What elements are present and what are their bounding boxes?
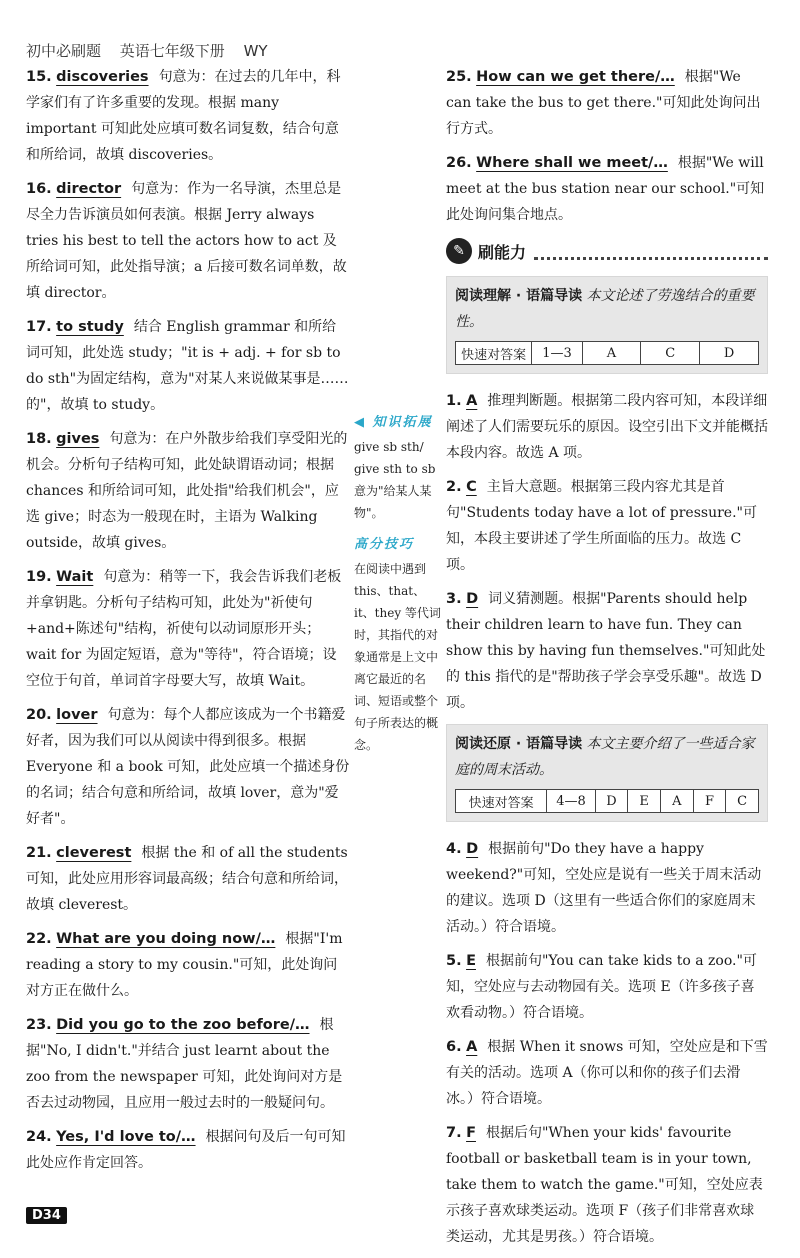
explanation-text: 根据"We can take the bus to get there."可知此处询问出行方式。 (446, 69, 761, 137)
explanation-text: 根据后句"When your kids' favourite football or basketball team is in your town, take them to watch the game."可知，空处应表示孩子喜欢球类运动。选项 F（孩子们非常喜欢球类运动，尤其是男孩。）符合语境。 (446, 1125, 763, 1245)
question-number: 4. (446, 841, 462, 857)
answer-entry (446, 150, 768, 228)
question-number: 15. (26, 69, 52, 85)
quick-answer-cell: A (582, 342, 641, 365)
question-number: 7. (446, 1125, 462, 1141)
question-number: 24. (26, 1129, 52, 1145)
answer-entry (446, 1120, 768, 1250)
section-intro: 本文论述了劳逸结合的重要性。 (455, 288, 755, 330)
explanation-text: 根据问句及后一句可知此处应作肯定回答。 (26, 1129, 346, 1171)
reading-answers (446, 388, 768, 716)
answer-key: F (466, 1125, 476, 1141)
question-number: 16. (26, 181, 52, 197)
section-intro: 本文主要介绍了一些适合家庭的周末活动。 (455, 736, 755, 778)
restore-section-box (446, 724, 768, 822)
section-heading-label: 阅读还原 · 语篇导读 (455, 736, 583, 752)
answer-key: What are you doing now/… (56, 931, 276, 947)
answer-entry (26, 702, 350, 832)
book-subtitle: 英语七年级下册 (119, 42, 225, 60)
explanation-text: 根据前句"You can take kids to a zoo."可知，空处应与去动物园有关。选项 E（许多孩子喜欢看动物。）符合语境。 (446, 953, 757, 1021)
answer-key: A (466, 1039, 478, 1055)
question-number: 5. (446, 953, 462, 969)
answer-key: director (56, 181, 122, 197)
quick-answer-cell: 4—8 (547, 790, 595, 813)
explanation-text: 句意为：在户外散步给我们享受阳光的机会。分析句子结构可知，此处缺谓语动词；根据 chances 和所给词可知，此处指"给我们机会"，应选 give；时态为一般现在时，主语为 Walking outside，故填 gives。 (26, 431, 348, 551)
answer-entry (446, 64, 768, 142)
edition-mark: WY (243, 42, 268, 60)
answer-entry (26, 1012, 350, 1116)
quick-answer-label: 快速对答案 (456, 790, 547, 813)
tip-title: ◀ 知识拓展 (354, 412, 442, 434)
question-number: 2. (446, 479, 462, 495)
quick-answer-cell: 1—3 (532, 342, 582, 365)
question-number: 19. (26, 569, 52, 585)
quick-answer-cell: F (693, 790, 726, 813)
answer-key: gives (56, 431, 100, 447)
quick-answer-cell: D (595, 790, 628, 813)
quick-answer-table (455, 341, 759, 365)
power-icon: ✎ (446, 238, 472, 264)
question-number: 3. (446, 591, 462, 607)
explanation-text: 根据"We will meet at the bus station near our school."可知此处询问集合地点。 (446, 155, 765, 223)
explanation-text: 根据前句"Do they have a happy weekend?"可知，空处应是说有一些关于周末活动的建议。选项 D（这里有一些适合你们的家庭周末活动。）符合语境。 (446, 841, 762, 935)
explanation-text: 句意为：稍等一下，我会告诉我们老板并拿钥匙。分析句子结构可知，此处为"祈使句+and+陈述句"结构，祈使句以动词原形开头；wait for 为固定短语，意为"等待"，符合语境；设空位于句首，单词首字母要大写，故填 Wait。 (26, 569, 342, 689)
book-title: 初中必刷题 (26, 42, 102, 60)
quick-answer-cell: E (628, 790, 661, 813)
quick-answer-cell: D (700, 342, 759, 365)
tip-text: give sb sth/ give sth to sb 意为"给某人某物"。 (354, 440, 436, 520)
answer-entry (446, 474, 768, 578)
tip-text: 在阅读中遇到 this、that、it、they 等代词时，其指代的对象通常是上文中离它最近的名词、短语或整个句子所表达的概念。 (354, 562, 441, 752)
answer-key: lover (56, 707, 98, 723)
question-number: 21. (26, 845, 52, 861)
explanation-text: 根据 the 和 of all the students 可知，此处应用形容词最高级；结合句意和所给词，故填 cleverest。 (26, 845, 348, 913)
answer-entry (446, 388, 768, 466)
answer-key: D (466, 841, 479, 857)
section-heading-label: 阅读理解 · 语篇导读 (455, 288, 583, 304)
answer-key: to study (56, 319, 124, 335)
quick-answer-table (455, 789, 759, 813)
question-number: 20. (26, 707, 52, 723)
dotted-rule (534, 243, 768, 260)
answer-entry (446, 948, 768, 1026)
reading-section-heading (455, 283, 759, 335)
right-top-entries (446, 64, 768, 228)
answer-key: Wait (56, 569, 94, 585)
explanation-text: 根据"No, I didn't."并结合 just learnt about the zoo from the newspaper 可知，此处询问对方是否去过动物园，且应用一般过去时的一般疑问句。 (26, 1017, 343, 1111)
explanation-text: 句意为：作为一名导演，杰里总是尽全力告诉演员如何表演。根据 Jerry always tries his best to tell the actors how to act 及所给词可知，此处指导演；a 后接可数名词单数，故填 director。 (26, 181, 347, 301)
question-number: 25. (446, 69, 472, 85)
explanation-text: 结合 English grammar 和所给词可知，此处选 study；"it is + adj. + for sb to do sth"为固定结构，意为"对某人来说做某事是……的"，故填 to study。 (26, 319, 349, 413)
question-number: 26. (446, 155, 472, 171)
answer-key: discoveries (56, 69, 149, 85)
question-number: 1. (446, 393, 462, 409)
answer-key: How can we get there/… (476, 69, 675, 85)
question-number: 18. (26, 431, 52, 447)
answer-key: E (466, 953, 476, 969)
explanation-text: 根据"I'm reading a story to my cousin."可知，此处询问对方正在做什么。 (26, 931, 343, 999)
question-number: 22. (26, 931, 52, 947)
answer-key: C (466, 479, 477, 495)
explanation-text: 词义猜测题。根据"Parents should help their children learn to have fun. They can show this by having fun themselves."可知此处的 this 指代的是"帮助孩子学会享受乐趣"。故选 D 项。 (446, 591, 766, 711)
running-header (26, 40, 268, 61)
question-number: 6. (446, 1039, 462, 1055)
power-label: 刷能力 (478, 242, 527, 262)
explanation-text: 推理判断题。根据第二段内容可知，本段详细阐述了人们需要玩乐的原因。设空引出下文并能概括本段内容。故选 A 项。 (446, 393, 768, 461)
question-number: 17. (26, 319, 52, 335)
answer-entry (446, 586, 768, 716)
answer-key: Yes, I'd love to/… (56, 1129, 196, 1145)
answer-entry (446, 836, 768, 940)
quick-answer-cell: C (726, 790, 759, 813)
answer-key: cleverest (56, 845, 132, 861)
explanation-text: 根据 When it snows 可知，空处应是和下雪有关的活动。选项 A（你可以和你的孩子们去滑冰。）符合语境。 (446, 1039, 768, 1107)
side-tips-column (354, 410, 442, 766)
answer-entry (26, 1124, 350, 1176)
restore-section-heading (455, 731, 759, 783)
answer-key: Did you go to the zoo before/… (56, 1017, 310, 1033)
left-column (26, 64, 350, 1184)
answer-entry (26, 926, 350, 1004)
answer-entry (26, 314, 350, 418)
answer-entry (26, 64, 350, 168)
reading-section-box (446, 276, 768, 374)
answer-entry (26, 426, 350, 556)
answer-entry (26, 840, 350, 918)
question-number: 23. (26, 1017, 52, 1033)
quick-answer-cell: C (641, 342, 700, 365)
explanation-text: 句意为：在过去的几年中，科学家们有了许多重要的发现。根据 many important 可知此处应填可数名词复数，结合句意和所给词，故填 discoveries。 (26, 69, 341, 163)
right-column (446, 64, 768, 1258)
quick-answer-label: 快速对答案 (456, 342, 532, 365)
answer-entry (26, 564, 350, 694)
explanation-text: 句意为：每个人都应该成为一个书籍爱好者，因为我们可以从阅读中得到很多。根据 Everyone 和 a book 可知，此处应填一个描述身份的名词；结合句意和所给词，故填 lover，意为"爱好者"。 (26, 707, 350, 827)
answer-entry (26, 176, 350, 306)
tip-title: 高分技巧 (354, 537, 415, 552)
answer-key: Where shall we meet/… (476, 155, 668, 171)
answer-key: D (466, 591, 479, 607)
answer-entry (446, 1034, 768, 1112)
answer-key: A (466, 393, 478, 409)
power-banner (446, 236, 768, 266)
explanation-text: 主旨大意题。根据第三段内容尤其是首句"Students today have a lot of pressure."可知，本段主要讲述了学生所面临的压力。故选 C 项。 (446, 479, 757, 573)
restore-answers (446, 836, 768, 1250)
page-number: D34 (26, 1207, 67, 1224)
quick-answer-cell: A (661, 790, 694, 813)
